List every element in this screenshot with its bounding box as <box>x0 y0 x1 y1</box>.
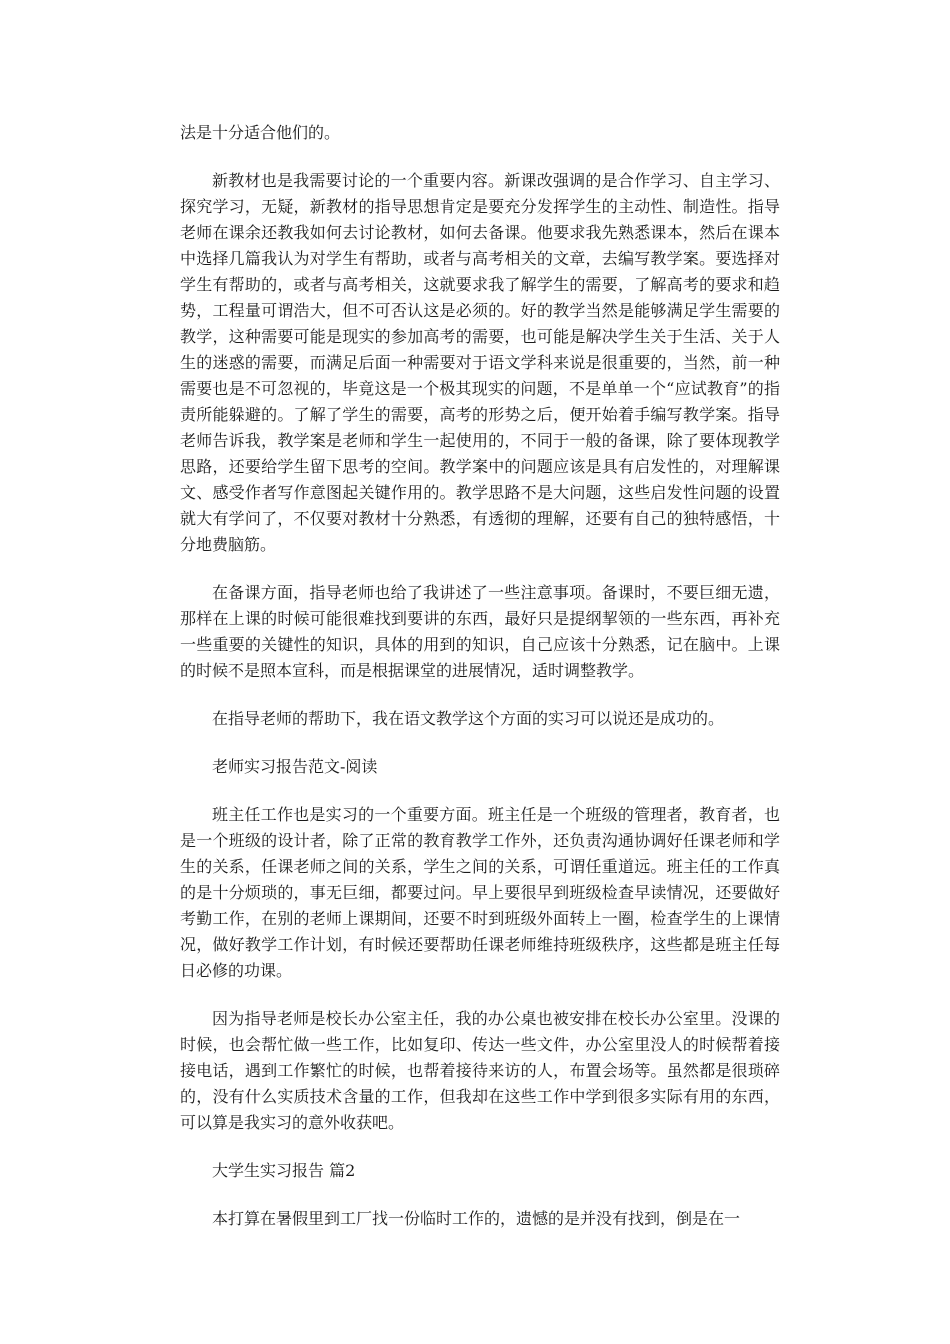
paragraph-homeroom-teacher: 班主任工作也是实习的一个重要方面。班主任是一个班级的管理者，教育者，也是一个班级的设计者，除了正常的教育教学工作外，还负责沟通协调好任课老师和学生的关系，任课老师之间的关系，学生之间的关系，可谓任重道远。班主任的工作真的是十分烦琐的，事无巨细，都要过问。早上要很早到班级检查早读情况，还要做好考勤工作，在别的老师上课期间，还要不时到班级外面转上一圈，检查学生的上课情况，做好教学工作计划，有时候还要帮助任课老师维持班级秩序，这些都是班主任每日必修的功课。 <box>180 805 780 980</box>
section-heading-part2: 大学生实习报告 篇2 <box>212 1161 356 1180</box>
section-heading-reading: 老师实习报告范文-阅读 <box>212 757 378 776</box>
document-page <box>180 120 780 1254</box>
paragraph-lesson-prep: 在备课方面，指导老师也给了我讲述了一些注意事项。备课时，不要巨细无遗，那样在上课的时候可能很难找到要讲的东西，最好只是提纲挈领的一些东西，再补充一些重要的关键性的知识，具体的用到的知识，自己应该十分熟悉，记在脑中。上课的时候不是照本宣科，而是根据课堂的进展情况，适时调整教学。 <box>180 583 780 680</box>
paragraph-principal-office: 因为指导老师是校长办公室主任，我的办公桌也被安排在校长办公室里。没课的时候，也会帮忙做一些工作，比如复印、传达一些文件，办公室里没人的时候帮着接接电话，遇到工作繁忙的时候，也帮着接待来访的人，布置会场等。虽然都是很琐碎的，没有什么实质技术含量的工作，但我却在这些工作中学到很多实际有用的东西，可以算是我实习的意外收获吧。 <box>180 1009 780 1132</box>
paragraph-summer-job: 本打算在暑假里到工厂找一份临时工作的，遗憾的是并没有找到，倒是在一 <box>212 1209 741 1228</box>
paragraph-continuation: 法是十分适合他们的。 <box>180 123 341 142</box>
paragraph-success: 在指导老师的帮助下，我在语文教学这个方面的实习可以说还是成功的。 <box>212 709 725 728</box>
paragraph-new-textbook: 新教材也是我需要讨论的一个重要内容。新课改强调的是合作学习、自主学习、探究学习，无疑，新教材的指导思想肯定是要充分发挥学生的主动性、制造性。指导老师在课余还教我如何去讨论教材，如何去备课。他要求我先熟悉课本，然后在课本中选择几篇我认为对学生有帮助，或者与高考相关的文章，去编写教学案。要选择对学生有帮助的，或者与高考相关，这就要求我了解学生的需要，了解高考的要求和趋势，工程量可谓浩大，但不可否认这是必须的。好的教学当然是能够满足学生需要的教学，这种需要可能是现实的参加高考的需要，也可能是解决学生关于生活、关于人生的迷惑的需要，而满足后面一种需要对于语文学科来说是很重要的，当然，前一种需要也是不可忽视的，毕竟这是一个极其现实的问题，不是单单一个“应试教育”的指责所能躲避的。了解了学生的需要，高考的形势之后，便开始着手编写教学案。指导老师告诉我，教学案是老师和学生一起使用的，不同于一般的备课，除了要体现教学思路，还要给学生留下思考的空间。教学案中的问题应该是具有启发性的，对理解课文、感受作者写作意图起关键作用的。教学思路不是大问题，这些启发性问题的设置就大有学问了，不仅要对教材十分熟悉，有透彻的理解，还要有自己的独特感悟，十分地费脑筋。 <box>180 171 780 554</box>
